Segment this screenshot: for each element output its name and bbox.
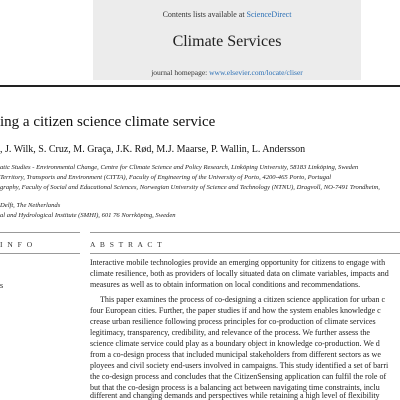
contents-prefix: Contents lists available at [162, 10, 245, 19]
abstract-line: science climate service could play as a boundary object in knowledge co-production. We d [90, 339, 380, 348]
contents-line [93, 10, 361, 19]
header-divider [0, 85, 400, 87]
abstract-line: crease urban resilience following process principles for co-production of climate services [90, 317, 376, 326]
abstract-line: legitimacy, transparency, credibility, and relevance of the process. We further assess the [90, 328, 370, 337]
affiliation-b: Territory, Transports and Environment (CITTA), Faculty of Engineering of the University of Porto, 4200-465 Porto, Portugal [0, 174, 332, 181]
sciencedirect-link[interactable]: ScienceDirect [246, 10, 292, 19]
abstract-line: from a co-design process that included municipal stakeholders from different sectors as we [90, 350, 381, 359]
abstract-line: four European cities. Further, the paper studies if and how the system enables knowledge c [90, 306, 381, 315]
article-info-heading: I N F O [0, 240, 34, 249]
keywords-fragment: s [0, 281, 4, 290]
affiliation-c: graphy, Faculty of Social and Educational Sciences, Norwegian University of Science and Technology (NTNU), Dragvoll, NO-7491 Trondheim, [0, 184, 380, 191]
abstract-top-rule [90, 232, 400, 233]
journal-title: Climate Services [172, 33, 282, 50]
homepage-line [93, 68, 361, 77]
affiliation-e: al and Hydrological Institute (SMHI), 601 76 Norrköping, Sweden [0, 212, 176, 219]
abstract-line: the co-design process and concludes that the CitizenSensing application can fulfil the role of [90, 372, 387, 381]
homepage-link[interactable]: www.elsevier.com/locate/cliser [209, 68, 303, 77]
abstract-line: ployees and civil society end-users involved in campaigns. This study identified a set of barri [90, 361, 389, 370]
affiliation-a: atic Studies - Environmental Change, Centre for Climate Science and Policy Research, Linköping University, 58183 Linköping, Sweden [0, 164, 359, 171]
abstract-line: Interactive mobile technologies provide an emerging opportunity for citizens to engage with [90, 258, 386, 267]
abstract-heading: A B S T R A C T [90, 240, 164, 249]
abstract-line: This paper examines the process of co-designing a citizen science application for urban c [100, 295, 385, 304]
abstract-line: different and changing demands and perspectives while retaining a high level of flexibility [90, 391, 380, 400]
homepage-prefix: journal homepage: [151, 68, 208, 77]
abstract-line: but that the co-design process is a balancing act between navigating time constraints, inclu [90, 383, 380, 392]
article-title: ing a citizen science climate service [0, 114, 216, 130]
author-list: , J. Wilk, S. Cruz, M. Graça, J.K. Rød, M.J. Maarse, P. Wallin, L. Andersson [0, 144, 306, 155]
abstract-line: measures as well as to obtain information on local conditions and recommendations. [90, 280, 361, 289]
abstract-bottom-rule [90, 253, 400, 254]
info-bottom-rule [0, 253, 80, 254]
abstract-line: climate resilience, both as providers of locally situated data on climate variables, impacts and [90, 269, 389, 278]
affiliation-d: Delft, The Netherlands [0, 202, 61, 209]
info-top-rule [0, 232, 80, 233]
